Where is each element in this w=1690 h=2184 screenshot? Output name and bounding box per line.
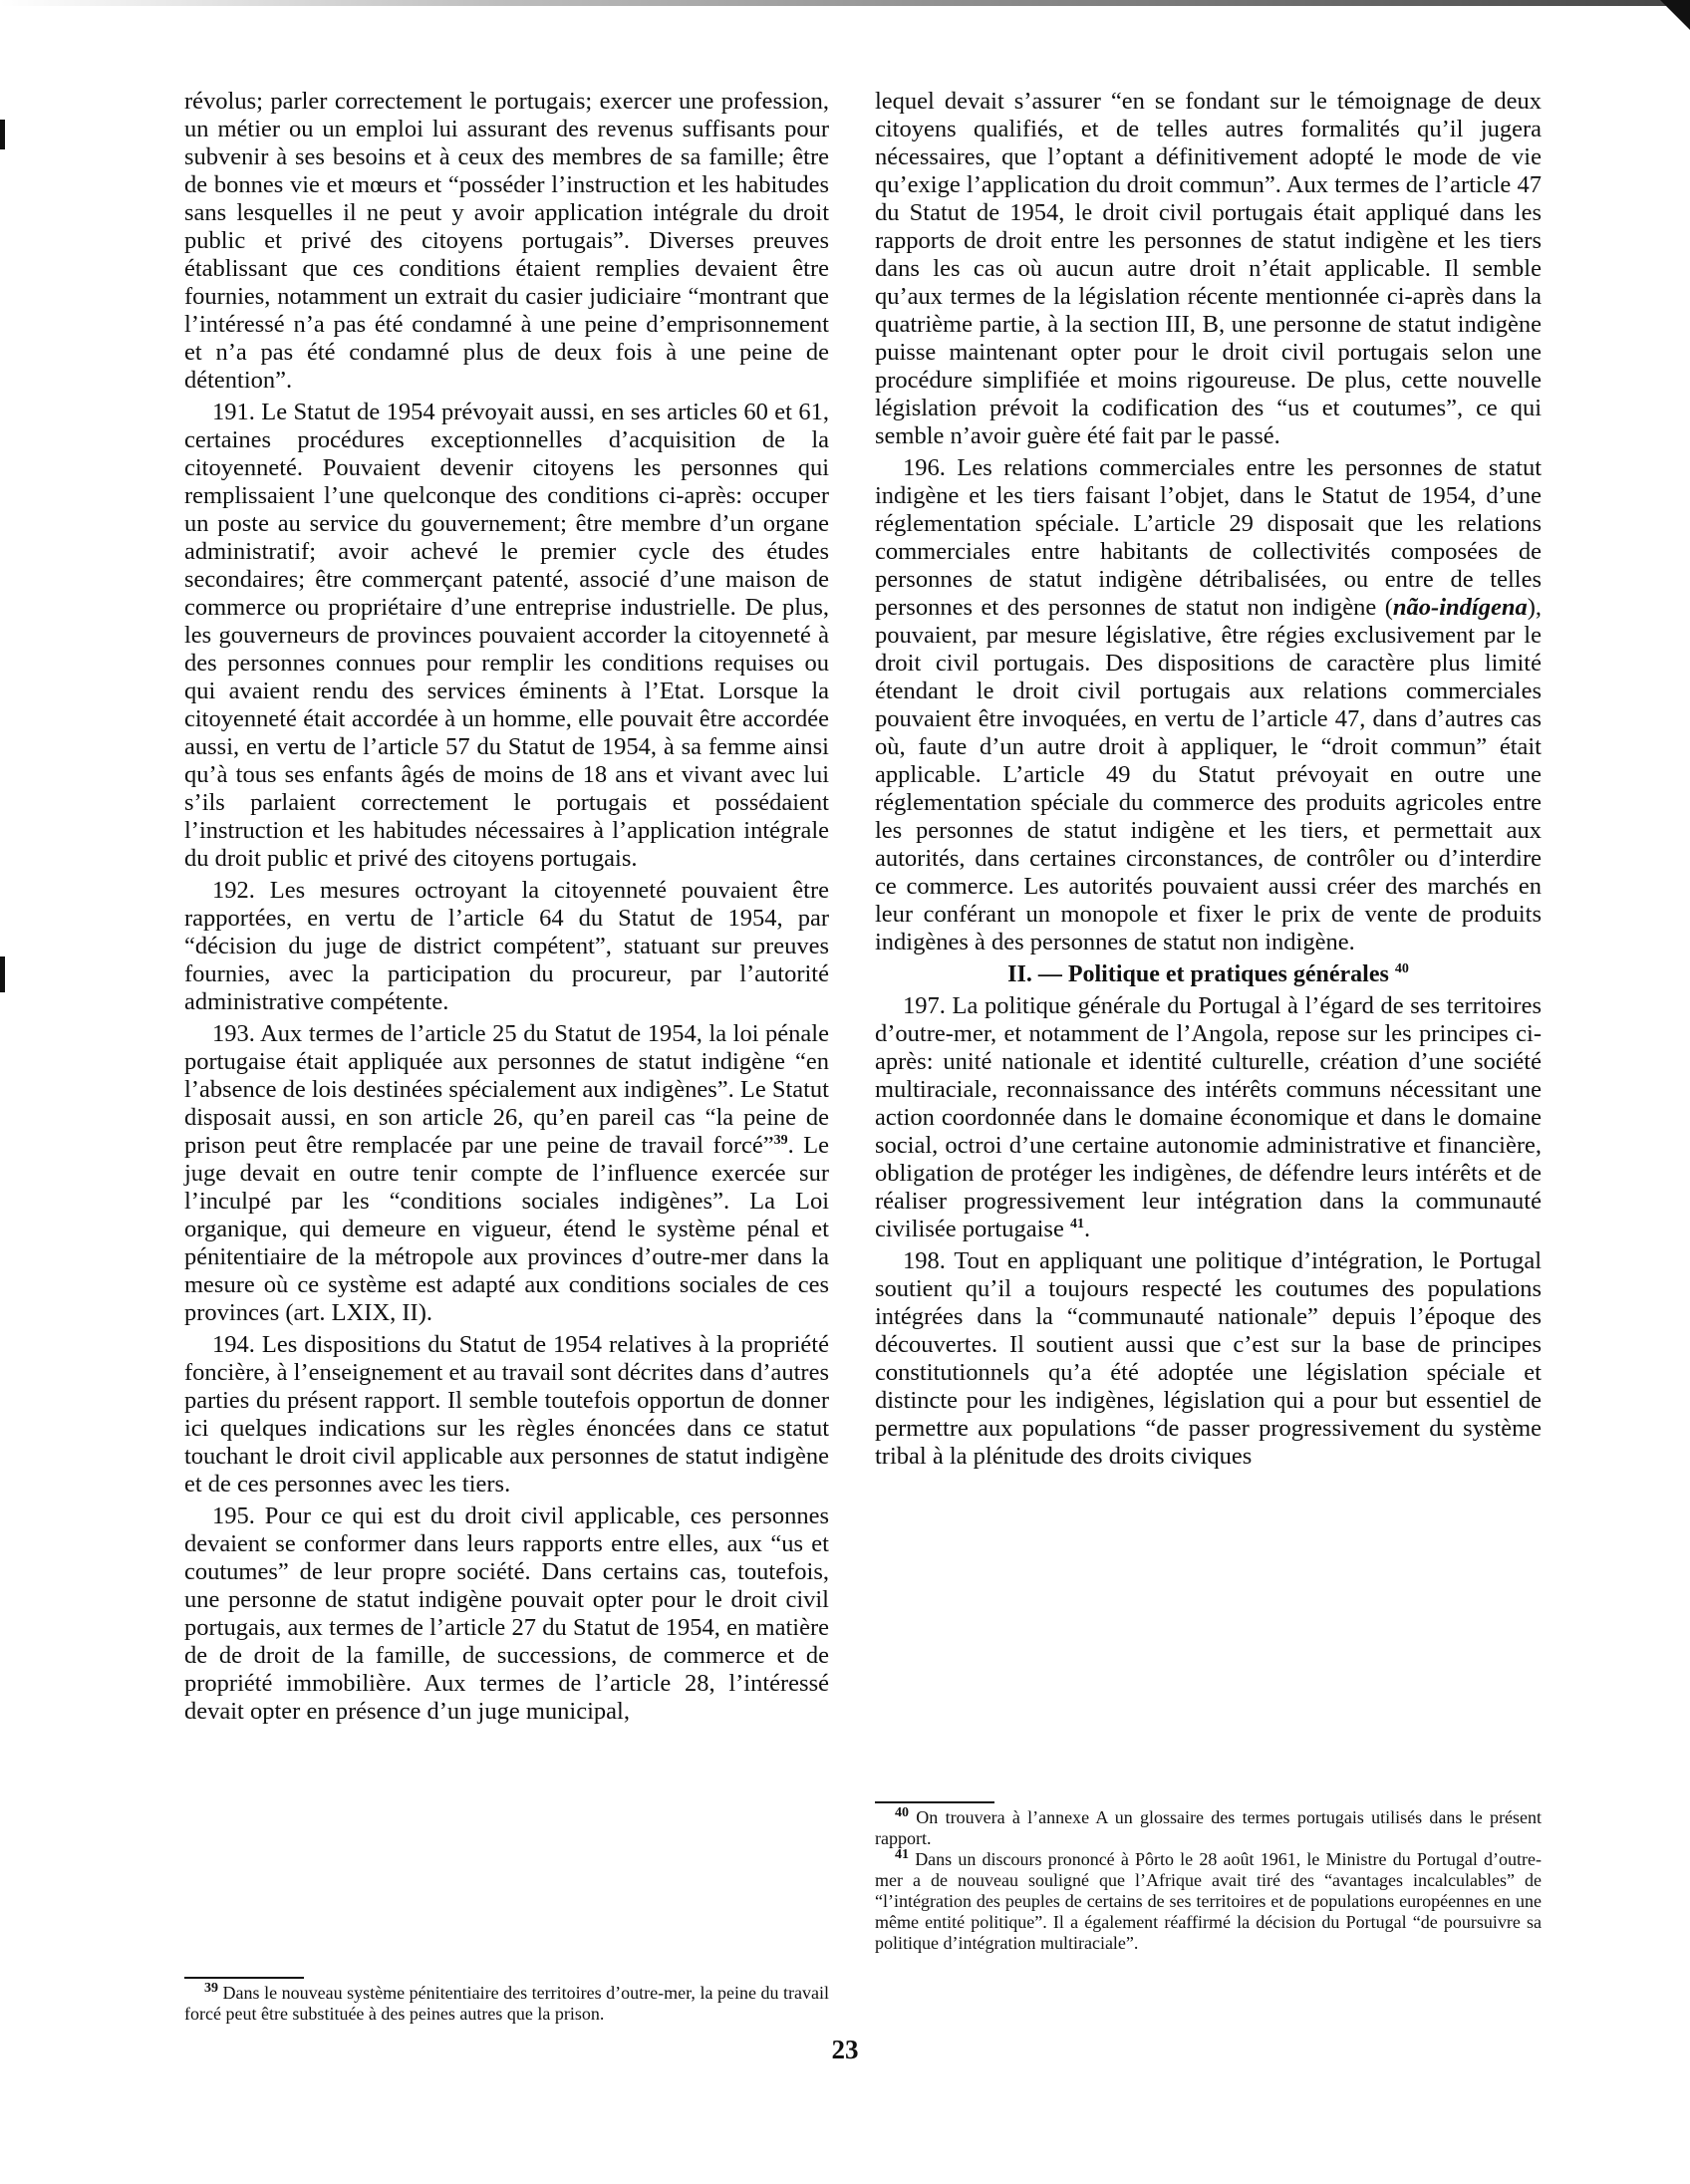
paragraph-198: 198. Tout en appliquant une politique d’intégration, le Portugal soutient qu’il a toujours respecté les coutumes des populations intégrées dans la “communauté nationale” depuis l’époque des découvertes. Il soutient aussi que c’est sur la base de principes constitutionnels qu’a été adoptée une législation spéciale et distincte pour les indigènes, législation qui a pour but essentiel de permettre aux populations “de passer progressivement du système tribal à la plénitude des droits civiques bbox=[875, 1247, 1542, 1470]
paragraph-193-text-a: 193. Aux termes de l’article 25 du Statut de 1954, la loi pénale portugaise était appliquée aux personnes de statut indigène “en l’absence de lois destinées spécialement aux indigènes”. Le Statut disposait aussi, en son article 26, qu’en pareil cas “la peine de prison peut être remplacée par une peine de travail forcé” bbox=[184, 1020, 829, 1159]
paragraph-196-text-b: ), pouvaient, par mesure législative, être régies exclusivement par le droit civil portugais. Des dispositions de caractère plus limité étendant le droit civil portugais aux relations commerciales pouvaient être invoquées, en vertu de l’article 47, dans d’autres cas où, faute d’un autre droit à appliquer, le “droit commun” était applicable. L’article 49 du Statut prévoyait en outre une réglementation spéciale du commerce des produits agricoles entre les personnes de statut indigène et les tiers, et permettait aux autorités, dans certaines circonstances, de contrôler ou d’interdire ce commerce. Les autorités pouvaient aussi créer des marchés en leur conférant un monopole et fixer le prix de vente de produits indigènes à des personnes de statut non indigène. bbox=[875, 594, 1542, 956]
footnote-rule bbox=[875, 1801, 994, 1803]
footnote-41 bbox=[875, 1849, 1542, 1954]
footnote-ref-39: 39 bbox=[773, 1132, 788, 1148]
paragraph-continuation: révolus; parler correctement le portugais; exercer une profession, un métier ou un emploi lui assurant des revenus suffisants pour subvenir à ses besoins et à ceux des membres de sa famille; être de bonnes vie et mœurs et “posséder l’instruction et les habitudes sans lesquelles il ne peut y avoir application intégrale du droit public et privé des citoyens portugais”. Diverses preuves établissant que ces conditions étaient remplies devaient être fournies, notamment un extrait du casier judiciaire “montrant que l’intéressé n’a pas été condamné à une peine d’emprisonnement et n’a pas été condamné plus de deux fois à une peine de détention”. bbox=[184, 88, 829, 394]
footnote-39 bbox=[184, 1983, 829, 2025]
page-number: 23 bbox=[831, 2035, 859, 2064]
term-nao-indigena: não-indígena bbox=[1392, 594, 1528, 621]
footnote-text: Dans un discours prononcé à Pôrto le 28 août 1961, le Ministre du Portugal d’outre-mer a de nouveau souligné que l’Afrique avait tiré des “avantages incalculables” de “l’intégration des peuples de certains de ses territoires et de populations européennes en une même entité politique”. Il a également réaffirmé la décision du Portugal “de poursuivre sa politique d’intégration multiraciale”. bbox=[875, 1849, 1543, 1953]
paragraph-197-text: 197. La politique générale du Portugal à l’égard de ses territoires d’outre-mer, et notamment de l’Angola, repose sur les principes ci-après: unité nationale et identité culturelle, création d’une société multiraciale, reconnaissance des intérêts communs nécessitant une action coordonnée dans le domaine économique et dans le domaine social, octroi d’une certaine autonomie administrative et financière, obligation de protéger les indigènes, de défendre leurs intérêts et de réaliser progressivement leur intégration dans la communauté civilisée portugaise bbox=[875, 992, 1542, 1242]
paragraph-191: 191. Le Statut de 1954 prévoyait aussi, en ses articles 60 et 61, certaines procédures exceptionnelles d’acquisition de la citoyenneté. Pouvaient devenir citoyens les personnes qui remplissaient l’une quelconque des conditions ci-après: occuper un poste au service du gouvernement; être membre d’un organe administratif; avoir achevé le premier cycle des études secondaires; être commerçant patenté, associé d’une maison de commerce ou propriétaire d’une entreprise industrielle. De plus, les gouverneurs de provinces pouvaient accorder la citoyenneté à des personnes connues pour remplir les conditions requises ou qui avaient rendu des services éminents à l’Etat. Lorsque la citoyenneté était accordée à un homme, elle pouvait être accordée aussi, en vertu de l’article 57 du Statut de 1954, à sa femme ainsi qu’à tous ses enfants âgés de moins de 18 ans et vivant avec lui s’ils parlaient correctement le portugais et possédaient l’instruction et les habitudes nécessaires à l’application intégrale du droit public et privé des citoyens portugais. bbox=[184, 399, 829, 872]
paragraph-196-text-a: 196. Les relations commerciales entre les personnes de statut indigène et les tiers faisant l’objet, dans le Statut de 1954, d’une réglementation spéciale. L’article 29 disposait que les relations commerciales entre habitants de collectivités composées de personnes de statut indigène détribalisées, ou entre de telles personnes et des personnes de statut non indigène ( bbox=[875, 454, 1542, 621]
paragraph-195: 195. Pour ce qui est du droit civil applicable, ces personnes devaient se conformer dans leurs rapports entre elles, aux “us et coutumes” de leur propre société. Dans certains cas, toutefois, une personne de statut indigène pouvait opter pour le droit civil portugais, aux termes de l’article 27 du Statut de 1954, en matière de de droit de la famille, de successions, de commerce et de propriété immobilière. Aux termes de l’article 28, l’intéressé devait opter en présence d’un juge municipal, bbox=[184, 1502, 829, 1725]
scan-margin-mark bbox=[0, 120, 5, 149]
section-heading bbox=[875, 960, 1542, 988]
footnote-text: On trouvera à l’annexe A un glossaire des termes portugais utilisés dans le présent rapport. bbox=[875, 1807, 1542, 1848]
paragraph-194: 194. Les dispositions du Statut de 1954 relatives à la propriété foncière, à l’enseignement et au travail sont décrites dans d’autres parties du présent rapport. Il semble toutefois opportun de donner ici quelques indications sur les règles énoncées dans ce statut touchant le droit civil applicable aux personnes de statut indigène et de ces personnes avec les tiers. bbox=[184, 1331, 829, 1498]
footnote-40 bbox=[875, 1807, 1542, 1849]
footnotes-right bbox=[875, 1801, 1542, 1954]
left-column bbox=[184, 88, 829, 1726]
footnote-text: Dans le nouveau système pénitentiaire des territoires d’outre-mer, la peine du travail forcé peut être substituée à des peines autres que la prison. bbox=[184, 1983, 830, 2024]
paragraph-197: 197. La politique générale du Portugal à l’égard de ses territoires d’outre-mer, et notamment de l’Angola, repose sur les principes ci-après: unité nationale et identité culturelle, création d’une société multiraciale, reconnaissance des intérêts communs nécessitant une action coordonnée dans le domaine économique et dans le domaine social, octroi d’une certaine autonomie administrative et financière, obligation de protéger les indigènes, de défendre leurs intérêts et de réaliser progressivement leur intégration dans la communauté civilisée portugaise $^{41}$. bbox=[875, 992, 1542, 1242]
paragraph-193-text-b: . Le juge devait en outre tenir compte de l’influence exercée sur l’inculpé par les “conditions sociales indigènes”. La Loi organique, qui demeure en vigueur, étend le système pénal et pénitentiaire de la métropole aux provinces d’outre-mer dans la mesure où ce système est adapté aux conditions sociales de ces provinces (art. LXIX, II). bbox=[184, 1132, 829, 1326]
right-column bbox=[875, 88, 1542, 1471]
footnote-ref-41: 41 bbox=[1069, 1216, 1084, 1231]
scan-top-edge bbox=[0, 0, 1690, 6]
scan-corner-mark bbox=[1660, 0, 1690, 30]
paragraph-193 bbox=[184, 1020, 829, 1327]
footnote-rule bbox=[184, 1977, 304, 1979]
footnote-number: 40 bbox=[895, 1805, 909, 1820]
paragraph-196 bbox=[875, 454, 1542, 956]
footnote-number: 41 bbox=[895, 1847, 909, 1862]
paragraph-192: 192. Les mesures octroyant la citoyenneté pouvaient être rapportées, en vertu de l’article 64 du Statut de 1954, par “décision du juge de district compétent”, statuant sur preuves fournies, avec la participation du procureur, par l’autorité administrative compétente. bbox=[184, 877, 829, 1015]
scan-margin-mark bbox=[0, 956, 5, 992]
footnote-ref-40: 40 bbox=[1394, 961, 1409, 976]
footnotes-left bbox=[184, 1977, 829, 2025]
footnote-number: 39 bbox=[204, 1981, 218, 1996]
section-heading-text: II. — Politique et pratiques générales bbox=[1007, 961, 1389, 987]
paragraph-195-continuation: lequel devait s’assurer “en se fondant sur le témoignage de deux citoyens qualifiés, et de telles autres formalités qu’il jugera nécessaires, que l’optant a définitivement adopté le mode de vie qu’exige l’application du droit commun”. Aux termes de l’article 47 du Statut de 1954, le droit civil portugais était appliqué dans les rapports de droit entre les personnes de statut indigène et les tiers dans les cas où aucun autre droit n’était applicable. Il semble qu’aux termes de la législation récente mentionnée ci-après dans la quatrième partie, à la section III, B, une personne de statut indigène puisse maintenant opter pour le droit civil portugais selon une procédure simplifiée et moins rigoureuse. De plus, cette nouvelle législation prévoit la codification des “us et coutumes”, ce qui semble n’avoir guère été fait par le passé. bbox=[875, 88, 1542, 449]
